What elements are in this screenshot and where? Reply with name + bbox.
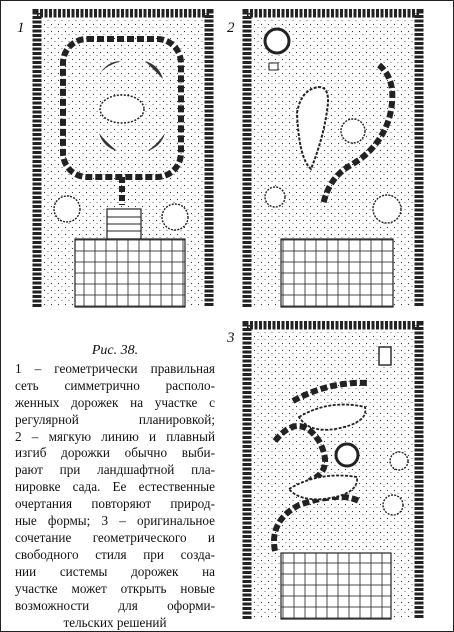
plan-2-drawing [239, 9, 427, 315]
figure-caption [15, 343, 215, 631]
pond-icon [265, 29, 289, 53]
plan-1-number: 1 [17, 20, 25, 36]
tree-icon [373, 195, 401, 223]
caption-line: ные формы; 3 – оригинальное [15, 513, 215, 529]
caption-line: нировке сада. Ее естественные [15, 479, 215, 495]
plan-1-drawing [29, 9, 217, 315]
plan-3-number: 3 [227, 330, 235, 346]
tree-icon [390, 452, 408, 470]
caption-line: очертания повторяют природ- [15, 496, 215, 512]
caption-line: тельских решений [63, 614, 167, 630]
caption-line: нии системы дорожек на [15, 563, 215, 579]
caption-line: регулярной планировкой; [15, 411, 215, 427]
caption-title: Рис. 38. [91, 343, 139, 358]
caption-line: сочетание геометрического и [15, 529, 215, 545]
caption-line: 2 – мягкую линию и плавный [15, 428, 215, 444]
tree-icon [54, 196, 80, 222]
plan-2-landscape [239, 9, 427, 315]
plan-2-number: 2 [227, 20, 235, 36]
plan-1-geometric [29, 9, 217, 315]
bench-icon [379, 347, 391, 365]
tree-icon [162, 204, 188, 230]
paved-terrace [281, 553, 391, 619]
plan-3-mixed [239, 321, 427, 627]
caption-line: изгиб дорожки обычно выби- [15, 445, 215, 461]
central-shrub-icon [100, 95, 144, 123]
tree-icon [383, 495, 403, 515]
caption-line: возможности для оформи- [15, 597, 215, 613]
caption-line: свободного стиля при созда- [15, 546, 215, 562]
caption-line: женных дорожек на участке с [15, 394, 215, 410]
pond-icon [336, 444, 358, 466]
tree-icon [341, 119, 365, 143]
paved-terrace [75, 239, 185, 307]
bench-icon [269, 63, 278, 70]
plan-3-drawing [239, 321, 427, 627]
caption-line: участке может открыть новые [15, 580, 215, 596]
paved-terrace [281, 239, 393, 307]
caption-line: сеть симметрично располо- [15, 377, 215, 393]
caption-line: 1 – геометрически правильная [15, 360, 215, 376]
caption-line: рают при ландшафтной пла- [15, 462, 215, 478]
tree-icon [265, 187, 285, 207]
